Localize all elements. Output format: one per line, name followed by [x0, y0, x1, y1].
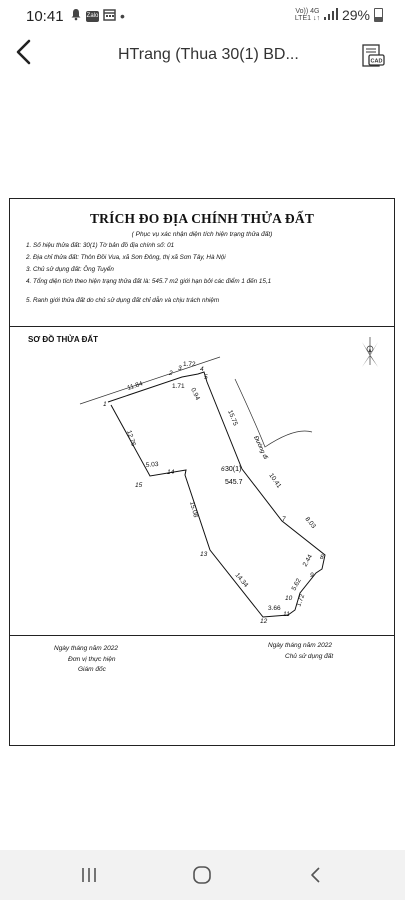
- road-label: Đường đi: [252, 435, 269, 461]
- signature-date-right: Ngày tháng năm 2022: [268, 642, 332, 649]
- info-line-address: 2. Địa chỉ thửa đất: Thôn Đồi Vua, xã Sơn Đông, thị xã Sơn Tây, Hà Nội: [26, 254, 226, 261]
- point-label: 6: [221, 466, 225, 473]
- info-line-owner: 3. Chủ sử dụng đất: Ông Tuyển: [26, 266, 114, 273]
- parcel-diagram: [10, 326, 394, 636]
- status-right: [295, 7, 383, 23]
- parcel-map: [10, 327, 394, 637]
- point-label: 10: [285, 595, 293, 602]
- point-label: 12: [260, 618, 268, 625]
- edge-length: 1.72: [295, 593, 307, 608]
- recent-apps-icon: [70, 862, 110, 888]
- document-action-button[interactable]: [358, 42, 386, 70]
- point-label: 3: [178, 365, 182, 372]
- battery-icon: [374, 8, 383, 22]
- point-label: 11: [283, 611, 290, 618]
- north-label: B: [368, 348, 372, 353]
- edge-length: 12.76: [125, 429, 137, 448]
- home-icon: [182, 862, 222, 888]
- diagram-label: SƠ ĐỒ THỬA ĐẤT: [28, 335, 99, 344]
- document-title: HTrang (Thua 30(1) BD...: [118, 46, 299, 63]
- doc-subtitle: ( Phục vụ xác nhận diện tích hiện trạng thửa đất): [131, 231, 273, 238]
- edge-length: 15.75: [226, 409, 239, 427]
- info-line-area: 4. Tổng diện tích theo hiện trạng thửa đất là: 545.7 m2 giới hạn bởi các điểm 1 đến 15,1: [26, 278, 272, 285]
- point-label: 1: [103, 401, 107, 408]
- point-label: 8: [320, 554, 324, 561]
- home-button[interactable]: [182, 862, 222, 888]
- point-label: 4: [200, 366, 204, 373]
- edge-length: 0.94: [189, 386, 201, 402]
- edge-length: 5.62: [290, 577, 303, 592]
- signature-date-left: Ngày tháng năm 2022: [54, 645, 118, 652]
- edge-length: 10.41: [267, 472, 283, 490]
- back-arrow-icon: [14, 38, 32, 66]
- status-time: 10:41: [26, 8, 64, 25]
- edge-length: 1.71: [172, 383, 185, 390]
- status-bar: [0, 0, 405, 34]
- point-label: 14: [167, 469, 175, 476]
- doc-title: TRÍCH ĐO ĐỊA CHÍNH THỬA ĐẤT: [89, 211, 315, 226]
- dot-icon: •: [120, 8, 125, 24]
- point-label: 7: [282, 516, 286, 523]
- info-line-parcel-number: 1. Số hiệu thửa đất: 30(1) Tờ bản đồ địa chính số: 01: [26, 242, 175, 249]
- navigation-bar: [0, 850, 405, 900]
- signature-role-left: Giám đốc: [78, 666, 106, 673]
- edge-length: 14.34: [233, 571, 250, 589]
- edge-length: 15.08: [188, 500, 200, 519]
- parcel-boundary: [108, 372, 325, 617]
- zalo-icon: Zalo: [86, 11, 99, 22]
- point-label: 13: [200, 551, 208, 558]
- bell-icon: [70, 8, 82, 24]
- calendar-icon: [103, 8, 116, 24]
- document-icon: [358, 42, 386, 70]
- edge-length: 5.03: [145, 460, 159, 469]
- network-indicator: Vo)) 4G LTE1 ↓↑: [294, 8, 320, 22]
- point-label: 15: [135, 482, 143, 489]
- app-bar: [0, 34, 405, 78]
- signature-role-right: Chủ sử dụng đất: [285, 653, 334, 660]
- point-label: 5: [204, 374, 208, 381]
- point-label: 9: [310, 572, 314, 579]
- edge-length: 11.84: [126, 380, 144, 392]
- edge-length: 8.03: [303, 515, 317, 530]
- recent-apps-button[interactable]: [70, 862, 110, 888]
- signature-unit-left: Đơn vị thực hiện: [68, 656, 116, 663]
- road-edge-right: [235, 379, 312, 447]
- point-label: 2: [169, 370, 173, 377]
- edge-length: 3.66: [268, 605, 281, 612]
- svg-text:CAD: CAD: [370, 58, 383, 65]
- parcel-id-label: 30(1): [225, 466, 242, 473]
- edge-length: 2.44: [301, 553, 315, 568]
- cadastral-document: [9, 198, 395, 746]
- back-nav-icon: [296, 862, 336, 888]
- battery-percent: 29%: [341, 7, 370, 23]
- back-nav-button[interactable]: [296, 862, 336, 888]
- back-button[interactable]: [14, 38, 46, 74]
- edge-length: 1.72: [183, 361, 196, 368]
- signal-icon: [324, 7, 338, 23]
- parcel-area-label: 545.7: [225, 479, 243, 486]
- info-line-boundary-note: 5. Ranh giới thửa đất do chủ sử dụng đất chỉ dẫn và chịu trách nhiệm: [26, 297, 220, 304]
- notification-icons: [70, 8, 125, 24]
